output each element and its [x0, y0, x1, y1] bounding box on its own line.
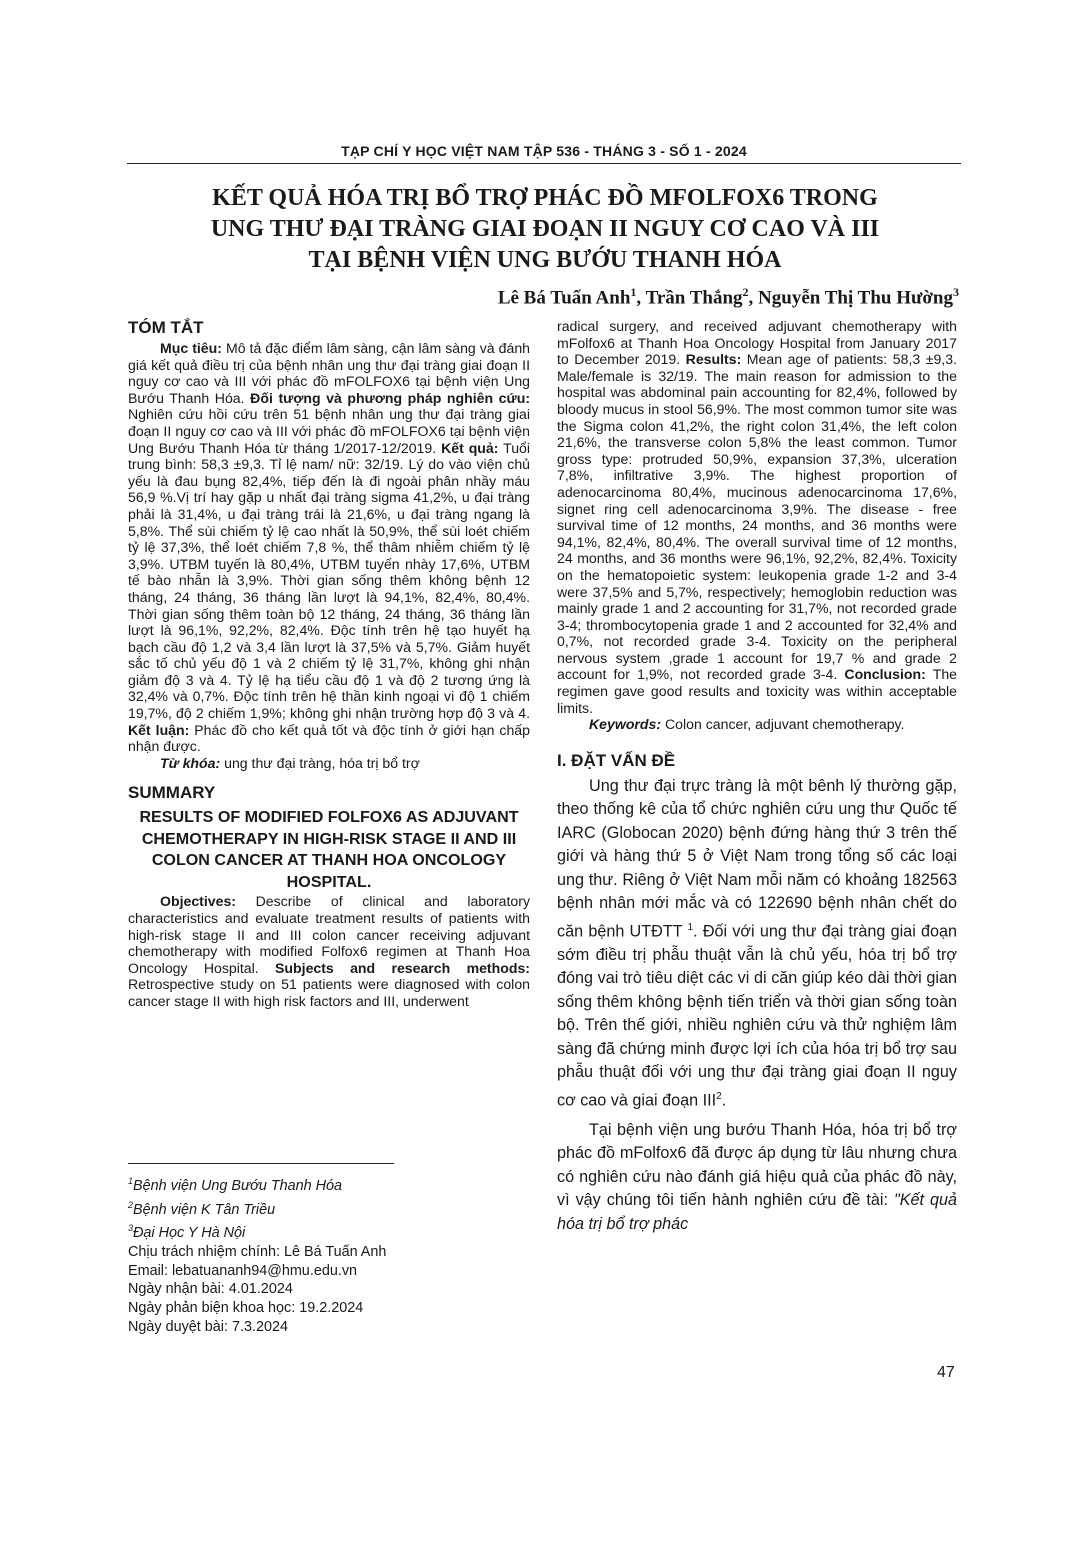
citation-ref: 1 — [687, 921, 694, 933]
author-name: Trần Thắng — [645, 287, 743, 309]
objectives-label: Objectives: — [160, 893, 236, 910]
en-conclusion-label: Conclusion: — [844, 666, 926, 683]
keywords-label: Từ khóa: — [160, 754, 221, 771]
accepted-date: Ngày duyệt bài: 7.3.2024 — [128, 1318, 289, 1335]
subjects-methods-continued: radical surgery, and received adjuvant chemotherapy with mFolfox6 at Thanh Hoa Oncology Hospital from January 2017 to December 2019. — [557, 318, 957, 368]
en-results-text: Mean age of patients: 58,3 ±9,3. Male/female is 32/19. The main reason for admission to the hospital was abdominal pain accounting for 82,4%, followed by bloody mucus in stool 56,9%. The most common tumor site was the Sigma colon 41,2%, the right colon 31,4%, the left colon 21,6%, the transverse colon 5,8% the least common. Tumor gross type: protruded 50,9%, expansion 37,3%, ulceration 7,8%, infiltrative 3,9%. The highest proportion of adenocarcinoma 80,4%, mucinous adenocarcinoma 17,6%, signet ring cell adenocarcinoma 3,9%. The disease - free survival time of 12 months, 24 months, and 36 months were 94,1%, 82,4%, 80,4%. The overall survival time of 12 months, 24 months, and 36 months were 96,1%, 92,2%, 82,4%. Toxicity on the hematopoietic system: leukopenia grade 1-2 and 3-4 were 37,5% and 5,7%, respectively; hemoglobin reduction was mainly grade 1 and 2 accounting for 31,7%, not recorded grade 3-4; thrombocytopenia grade 1 and 2 accounted for 32,4% and 0,7%, not recorded grade 3-4. Toxicity on the peripheral nervous system ,grade 1 account for 19,7 % and grade 2 account for 1,9%, not recorded grade 3-4. — [557, 351, 957, 683]
author-name: Lê Bá Tuấn Anh — [497, 287, 631, 309]
en-abstract-body-left — [128, 893, 530, 1009]
header-rule — [127, 163, 961, 164]
corresponding-author: Chịu trách nhiệm chính: Lê Bá Tuấn Anh — [128, 1243, 387, 1260]
objectives-text: Describe of clinical and laboratory characteristics and evaluate treatment results of patients with high-risk stage II and III colon cancer receiving adjuvant chemotherapy with modified Folfox6 regimen at Thanh Hoa Oncology Hospital. — [128, 893, 530, 976]
right-column — [557, 318, 957, 1236]
en-keywords-label: Keywords: — [589, 716, 662, 733]
en-conclusion-text: The regimen gave good results and toxicity was within acceptable limits. — [557, 666, 957, 716]
author-list: Lê Bá Tuấn Anh$^1$, Trần Thắng$^2$, Nguyễn Thị Thu Hường$^3$ — [497, 285, 959, 309]
affiliation-2: $^2$Bệnh viện K Tân Triều — [128, 1199, 276, 1218]
en-keywords-text: Colon cancer, adjuvant chemotherapy. — [661, 716, 905, 733]
methods-text: Nghiên cứu hồi cứu trên 51 bệnh nhân ung thư đại tràng giai đoạn II nguy cơ cao và III với phác đồ mFOLFOX6 tại bệnh viện Ung Bướu Thanh Hóa từ tháng 1/2017-12/2019. — [128, 406, 530, 456]
keywords-text: ung thư đại tràng, hóa trị bổ trợ — [220, 754, 420, 771]
intro-paragraph-1: Ung thư đại trực tràng là một bênh lý thường gặp, theo thống kê của tổ chức nghiên cứu ung thư Quốc tế IARC (Globocan 2020) bệnh đứng hàng thứ 3 trên thế giới và hàng thứ 5 ở Việt Nam trong tổng số các loại ung thư. Riêng ở Việt Nam mỗi năm có khoảng 182563 bệnh nhân mới mắc và có 122690 bệnh nhân chết do căn bệnh UTĐTT $^1$. Đối với ung thư đại tràng giai đoạn sớm điều trị phẫu thuật vẫn là chủ yếu, hóa trị bổ trợ đóng vai trò tiêu diệt các vi di căn giúp kéo dài thời gian sống thêm không bệnh tiến triển và thời gian sống toàn bộ. Trên thế giới, nhiều nghiên cứu và thử nghiệm lâm sàng đã chứng minh được lợi ích của hóa trị bổ trợ sau phẫu thuật đối với ung thư đại tràng giai đoạn II nguy cơ cao và giai đoạn III$^2$. — [557, 776, 958, 1110]
intro-paragraph-2: Tại bệnh viện ung bướu Thanh Hóa, hóa trị bổ trợ phác đồ mFolfox6 đã được áp dụng từ lâu nhưng chưa có nghiên cứu nào đánh giá hiệu quả của phác đồ này, vì vậy chúng tôi tiến hành nghiên cứu đề tài: "Kết quả hóa trị bổ trợ phác — [557, 1120, 957, 1233]
review-date: Ngày phản biện khoa học: 19.2.2024 — [128, 1300, 364, 1317]
footnote-divider — [128, 1163, 394, 1164]
vi-abstract-body — [128, 340, 530, 755]
objective-label: Mục tiêu: — [160, 340, 222, 356]
left-column — [128, 318, 530, 1010]
vi-abstract-heading: TÓM TẮT — [128, 318, 204, 337]
author-affiliation-mark: 1 — [630, 285, 637, 299]
received-date: Ngày nhận bài: 4.01.2024 — [128, 1281, 293, 1298]
subjects-methods-label: Subjects and research methods: — [275, 959, 530, 976]
citation-ref: 2 — [716, 1090, 722, 1102]
subjects-methods-text: Retrospective study on 51 patients were diagnosed with colon cancer stage II with high risk factors and III, underwent — [128, 976, 530, 1009]
objective-text: Mô tả đặc điểm lâm sàng, cận lâm sàng và đánh giá kết quả điều trị của bệnh nhân ung thư đại tràng giai đoạn II nguy cơ cao và III với phác đồ mFOLFOX6 tại bệnh viện Ung Bướu Thanh Hóa. — [128, 340, 530, 406]
en-abstract-title: RESULTS OF MODIFIED FOLFOX6 AS ADJUVANT CHEMOTHERAPY IN HIGH-RISK STAGE II AND III COLON CANCER AT THANH HOA ONCOLOGY HOSPITAL. — [139, 808, 519, 891]
vi-keywords — [128, 755, 530, 772]
affiliation-1: $^1$Bệnh viện Ung Bướu Thanh Hóa — [128, 1176, 343, 1194]
conclusion-label: Kết luận: — [128, 721, 190, 738]
results-label: Kết quả: — [441, 439, 499, 456]
author-name: Nguyễn Thị Thu Hường — [758, 287, 953, 309]
en-keywords — [557, 716, 957, 733]
article-title — [140, 183, 950, 276]
journal-header: TẠP CHÍ Y HỌC VIỆT NAM TẬP 536 - THÁNG 3 - SỐ 1 - 2024 — [341, 143, 747, 159]
title-line: KẾT QUẢ HÓA TRỊ BỔ TRỢ PHÁC ĐỒ MFOLFOX6 TRONG — [212, 185, 878, 211]
title-line: TẠI BỆNH VIỆN UNG BƯỚU THANH HÓA — [308, 247, 782, 273]
author-affiliation-mark: 3 — [953, 285, 959, 299]
en-abstract-body-right — [557, 318, 957, 716]
author-email: Email: lebatuananh94@hmu.edu.vn — [128, 1262, 358, 1279]
title-line: UNG THƯ ĐẠI TRÀNG GIAI ĐOẠN II NGUY CƠ CAO VÀ III — [210, 216, 880, 242]
footnotes — [128, 1172, 528, 1337]
page-number: 47 — [937, 1364, 955, 1381]
intro-heading: I. ĐẶT VẤN ĐỀ — [557, 750, 676, 770]
methods-label: Đối tượng và phương pháp nghiên cứu: — [250, 389, 531, 406]
conclusion-text: Phác đồ cho kết quả tốt và độc tính ở giới hạn chấp nhận được. — [128, 721, 530, 755]
en-abstract-heading: SUMMARY — [128, 783, 216, 803]
en-results-label: Results: — [685, 351, 742, 368]
author-affiliation-mark: 2 — [742, 285, 749, 299]
affiliation-3: $^3$Đại Học Y Hà Nội — [128, 1223, 246, 1241]
results-text: Tuổi trung bình: 58,3 ±9,3. Tỉ lệ nam/ nữ: 32/19. Lý do vào viện chủ yếu là đau bụng 82,4%, tiếp đến là đi ngoài phân nhầy máu 56,9 %.Vị trí hay gặp u nhất đại tràng sigma 41,2%, u đại tràng phải là 31,4%, u đại tràng trái là 21,6%, u đại tràng ngang là 5,8%. Thể sùi chiếm tỷ lệ cao nhất là 50,9%, thể sùi loét chiếm tỷ lệ 37,3%, thể loét chiếm 7,8 %, thể thâm nhiễm chiếm tỷ lệ 3,9%. UTBM tuyến là 80,4%, UTBM tuyến nhày 17,6%, UTBM tế bào nhẫn là 3,9%. Thời gian sống thêm không bệnh 12 tháng, 24 tháng, 36 tháng lần lượt là 94,1%, 82,4%, 80,4%. Thời gian sống thêm toàn bộ 12 tháng, 24 tháng, 36 tháng lần lượt là 96,1%, 92,2%, 82,4%. Độc tính trên hệ tạo huyết hạ bạch cầu độ 1,2 và 3,4 lần lượt là 37,5% và 5,7%. Giảm huyết sắc tố chủ yếu độ 1 và 2 chiếm tỷ lệ 31,7%, không ghi nhận giảm độ 3 và 4. Tỷ lệ hạ tiểu cầu độ 1 và độ 2 tương ứng là 32,4% và 0,7%. Độc tính trên hệ thần kinh ngoại vi độ 1 chiếm 19,7%, độ 2 chiếm 1,9%; không ghi nhận trường hợp độ 3 và 4. — [128, 439, 531, 722]
